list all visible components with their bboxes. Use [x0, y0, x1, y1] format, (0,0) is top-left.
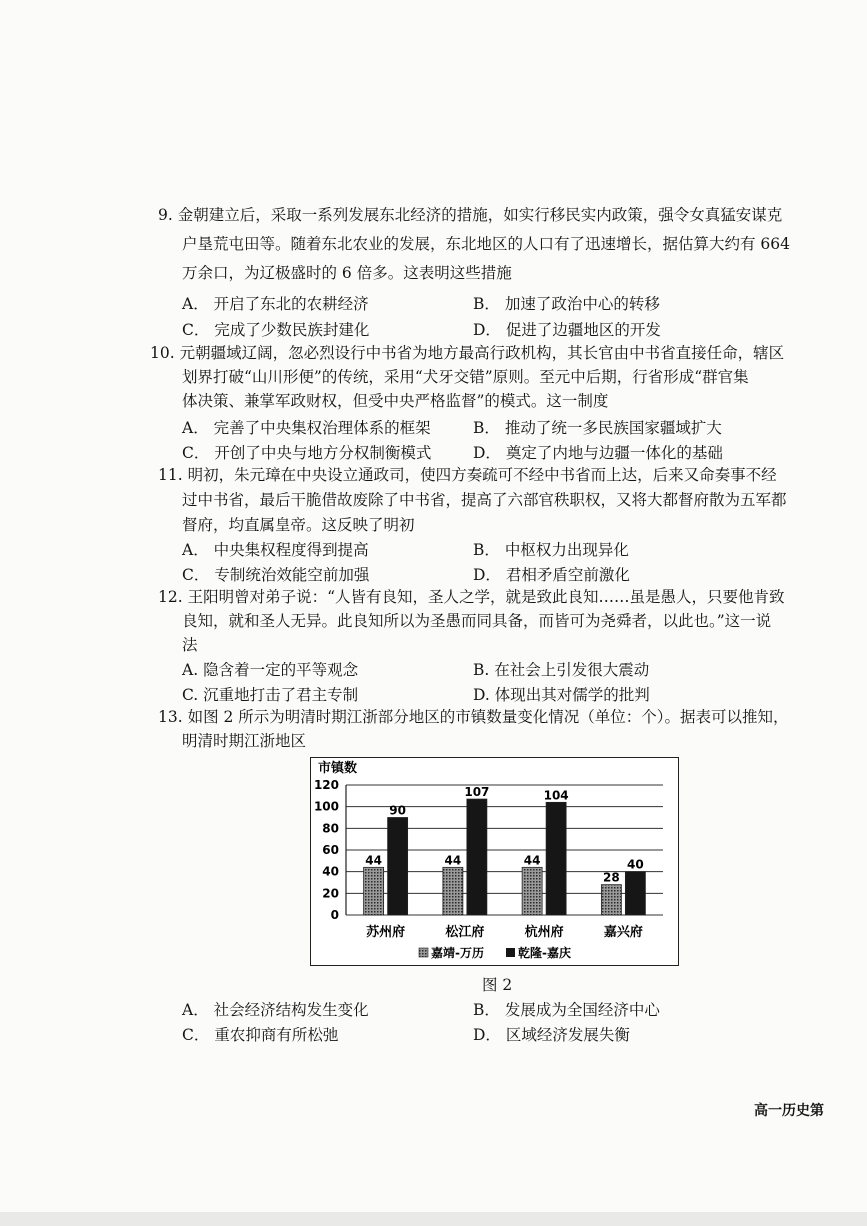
y-axis-label: 市镇数: [318, 761, 358, 776]
bar-data-label: 107: [464, 785, 490, 800]
option-12-b[interactable]: B. 在社会上引发很大震动: [473, 661, 650, 679]
y-tick-label: 60: [322, 843, 339, 857]
x-category-label: 松江府: [445, 925, 485, 940]
question-number: 13.: [158, 708, 183, 726]
question-10-line-2: 划界打破“山川形便”的传统，采用“犬牙交错”原则。至元中后期，行省形成“群官集: [182, 368, 749, 386]
question-10-line-1: 10. 元朝疆域辽阔，忽必烈设行中书省为地方最高行政机构，其长官由中书省直接任命，辖区: [150, 344, 785, 362]
question-12-line-1: 12. 王阳明曾对弟子说：“人皆有良知，圣人之学，就是致此良知……虽是愚人，只要他肯致: [158, 588, 785, 606]
y-tick-label: 40: [322, 864, 339, 879]
option-9-c[interactable]: C． 完成了少数民族封建化: [182, 321, 370, 339]
option-13-a[interactable]: A． 社会经济结构发生变化: [182, 1001, 369, 1019]
bar-杭州府-1: [546, 802, 566, 915]
question-9-line-2: 户垦荒屯田等。随着东北农业的发展，东北地区的人口有了迅速增长，据估算大约有 664: [182, 235, 791, 253]
bar-data-label: 104: [543, 788, 569, 803]
legend-label-1: 嘉靖-万历: [431, 946, 484, 960]
option-11-c[interactable]: C． 专制统治效能空前加强: [182, 566, 370, 584]
question-number: 9.: [158, 206, 173, 224]
option-13-c[interactable]: C． 重农抑商有所松弛: [182, 1026, 339, 1044]
question-9: [158, 202, 782, 228]
question-13-line-1: 13. 如图 2 所示为明清时期江浙部分地区的市镇数量变化情况（单位：个）。据表可以推知，: [158, 708, 789, 726]
y-tick-label: 80: [322, 821, 339, 836]
option-13-b[interactable]: B． 发展成为全国经济中心: [473, 1001, 660, 1019]
question-11-line-3: 督府，均直属皇帝。这反映了明初: [182, 516, 415, 534]
bar-data-label: 44: [523, 853, 541, 868]
option-9-d[interactable]: D． 促进了边疆地区的开发: [473, 321, 661, 339]
chart-svg: [311, 758, 678, 965]
market-town-chart: [310, 757, 679, 966]
bar-data-label: 28: [603, 870, 620, 885]
option-9-a[interactable]: A． 开启了东北的农耕经济: [182, 295, 369, 313]
bar-data-label: 44: [444, 853, 462, 868]
question-11-line-2: 过中书省，最后干脆借故废除了中书省，提高了六部官秩职权，又将大都督府散为五军都: [182, 491, 787, 509]
bar-松江府-0: [443, 867, 463, 915]
question-number: 12.: [158, 588, 183, 606]
option-11-d[interactable]: D． 君相矛盾空前激化: [473, 566, 630, 584]
y-tick-label: 100: [313, 799, 339, 814]
scan-edge: [0, 1212, 867, 1226]
y-tick-label: 20: [322, 886, 339, 901]
question-12-line-2: 良知，就和圣人无异。此良知所以为圣愚而同具备，而皆可为尧舜者，以此也。”这一说: [182, 612, 772, 630]
option-12-d[interactable]: D. 体现出其对儒学的批判: [473, 686, 650, 704]
page-footer: 高一历史第: [754, 1103, 824, 1119]
bar-苏州府-0: [364, 867, 384, 915]
legend-swatch-1: [419, 948, 428, 957]
bar-杭州府-0: [522, 867, 542, 915]
bar-data-label: 40: [627, 857, 644, 872]
bar-data-label: 90: [389, 803, 406, 818]
question-13-line-2: 明清时期江浙地区: [182, 732, 307, 750]
bar-data-label: 44: [365, 853, 382, 868]
option-11-a[interactable]: A． 中央集权程度得到提高: [182, 541, 369, 559]
legend-label-2: 乾隆-嘉庆: [518, 946, 571, 960]
y-tick-label: 0: [330, 908, 339, 922]
x-category-label: 嘉兴府: [603, 925, 643, 940]
option-11-b[interactable]: B． 中枢权力出现异化: [473, 541, 629, 559]
option-10-b[interactable]: B． 推动了统一多民族国家疆域扩大: [473, 419, 722, 437]
option-9-b[interactable]: B． 加速了政治中心的转移: [473, 295, 660, 313]
figure-label: 图 2: [482, 976, 513, 994]
option-10-a[interactable]: A． 完善了中央集权治理体系的框架: [182, 419, 431, 437]
x-category-label: 苏州府: [366, 925, 406, 940]
option-13-d[interactable]: D． 区域经济发展失衡: [473, 1026, 630, 1044]
legend-swatch-2: [506, 948, 515, 957]
bar-松江府-1: [467, 799, 487, 915]
option-12-c[interactable]: C. 沉重地打击了君主专制: [182, 686, 359, 704]
question-number: 11.: [158, 466, 183, 484]
bar-嘉兴府-0: [601, 885, 621, 915]
question-11-line-1: 11. 明初，朱元璋在中央设立通政司，使四方奏疏可不经中书省而上达，后来又命奏事不经: [158, 466, 777, 484]
question-number: 10.: [150, 344, 175, 362]
option-12-a[interactable]: A. 隐含着一定的平等观念: [182, 661, 359, 679]
question-10-line-3: 体决策、兼掌军政财权，但受中央严格监督”的模式。这一制度: [182, 392, 609, 410]
question-12-line-3: 法: [182, 636, 198, 654]
option-10-c[interactable]: C． 开创了中央与地方分权制衡模式: [182, 444, 432, 462]
bar-苏州府-1: [388, 818, 408, 916]
bar-嘉兴府-1: [625, 872, 645, 915]
question-9-line-3: 万余口，为辽极盛时的 6 倍多。这表明这些措施: [182, 264, 512, 282]
option-10-d[interactable]: D． 奠定了内地与边疆一体化的基础: [473, 444, 723, 462]
x-category-label: 杭州府: [524, 925, 564, 940]
question-9-line-1: 9. 金朝建立后，采取一系列发展东北经济的措施，如实行移民实内政策，强令女真猛安谋克: [158, 206, 783, 224]
y-tick-label: 120: [313, 778, 339, 792]
